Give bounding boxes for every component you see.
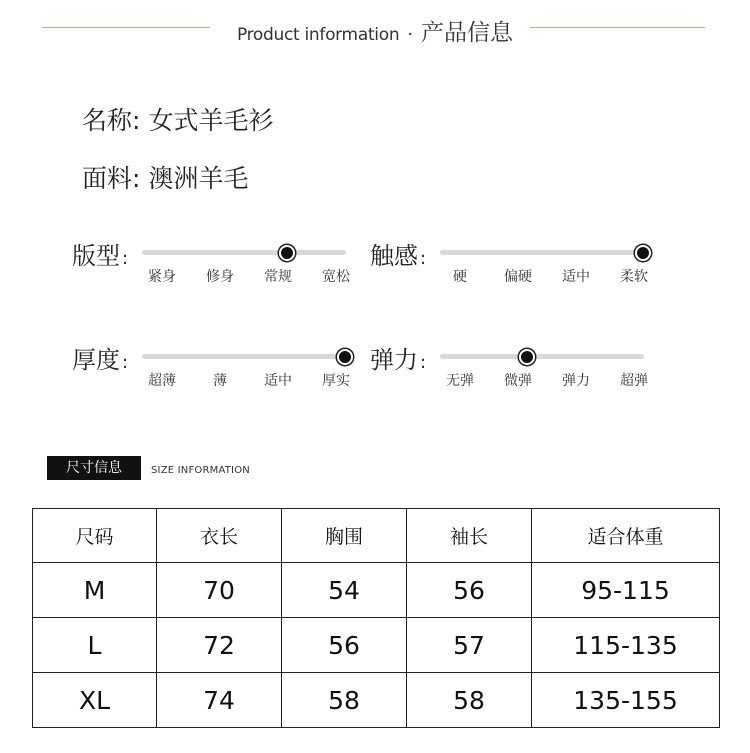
cell-length: 74 [157,673,282,728]
scale-selected-marker [519,349,535,365]
header-length: 衣长 [157,509,282,563]
scale-tick-label: 柔软 [620,269,648,285]
header-title-cn: 产品信息 [421,20,514,46]
scale-selected-marker [279,245,295,261]
scale-tick-label: 微弹 [504,373,532,389]
table-row [33,673,720,728]
scale-elasticity-label: 弹力 : [370,346,427,374]
header-separator: · [407,24,414,45]
scale-elasticity [370,340,660,400]
size-info-subtitle: SIZE INFORMATION [151,465,250,476]
table-row [33,618,720,673]
scale-fit-label: 版型 : [72,242,129,270]
scale-touch-label: 触感 : [370,242,427,270]
scale-tick-label: 超弹 [620,373,648,389]
scale-tick-label: 宽松 [322,269,350,285]
scale-tick-label: 薄 [213,373,227,389]
scale-tick-label: 常规 [264,269,292,285]
cell-weight: 115-135 [532,618,720,673]
size-info-badge: 尺寸信息 [47,456,141,480]
scale-tick-label: 适中 [264,373,292,389]
header-sleeve: 袖长 [407,509,532,563]
fabric-value: 澳洲羊毛 [148,164,249,193]
cell-weight: 95-115 [532,563,720,618]
cell-sleeve: 56 [407,563,532,618]
header-title [0,14,750,47]
product-name-value: 女式羊毛衫 [148,106,274,135]
scale-tick-label: 修身 [206,269,234,285]
fabric-row [82,159,248,195]
table-row [33,563,720,618]
size-table [32,508,720,728]
scale-thickness-label: 厚度 : [72,346,129,374]
product-name-row [82,101,273,137]
scale-tick-label: 无弹 [446,373,474,389]
scale-track [142,354,346,359]
cell-bust: 56 [282,618,407,673]
scale-tick-label: 紧身 [148,269,176,285]
cell-bust: 54 [282,563,407,618]
cell-sleeve: 57 [407,618,532,673]
cell-size: XL [33,673,157,728]
fabric-label: 面料: [82,164,141,193]
cell-length: 72 [157,618,282,673]
cell-bust: 58 [282,673,407,728]
scale-tick-label: 偏硬 [504,269,532,285]
scale-tick-label: 弹力 [562,373,590,389]
size-table-header-row [33,509,720,563]
scale-track [440,354,644,359]
cell-sleeve: 58 [407,673,532,728]
cell-size: M [33,563,157,618]
scale-track [440,250,644,255]
scale-track [142,250,346,255]
scale-tick-label: 适中 [562,269,590,285]
header-weight: 适合体重 [532,509,720,563]
scale-tick-label: 厚实 [322,373,350,389]
scale-selected-marker [337,349,353,365]
header-title-en: Product information [236,25,400,45]
scale-fit [72,236,362,296]
scale-touch [370,236,660,296]
cell-length: 70 [157,563,282,618]
cell-size: L [33,618,157,673]
header-size: 尺码 [33,509,157,563]
header-bust: 胸围 [282,509,407,563]
product-name-label: 名称: [82,106,141,135]
scale-selected-marker [635,245,651,261]
scale-tick-label: 超薄 [148,373,176,389]
scale-tick-label: 硬 [453,269,467,285]
scale-thickness [72,340,362,400]
cell-weight: 135-155 [532,673,720,728]
